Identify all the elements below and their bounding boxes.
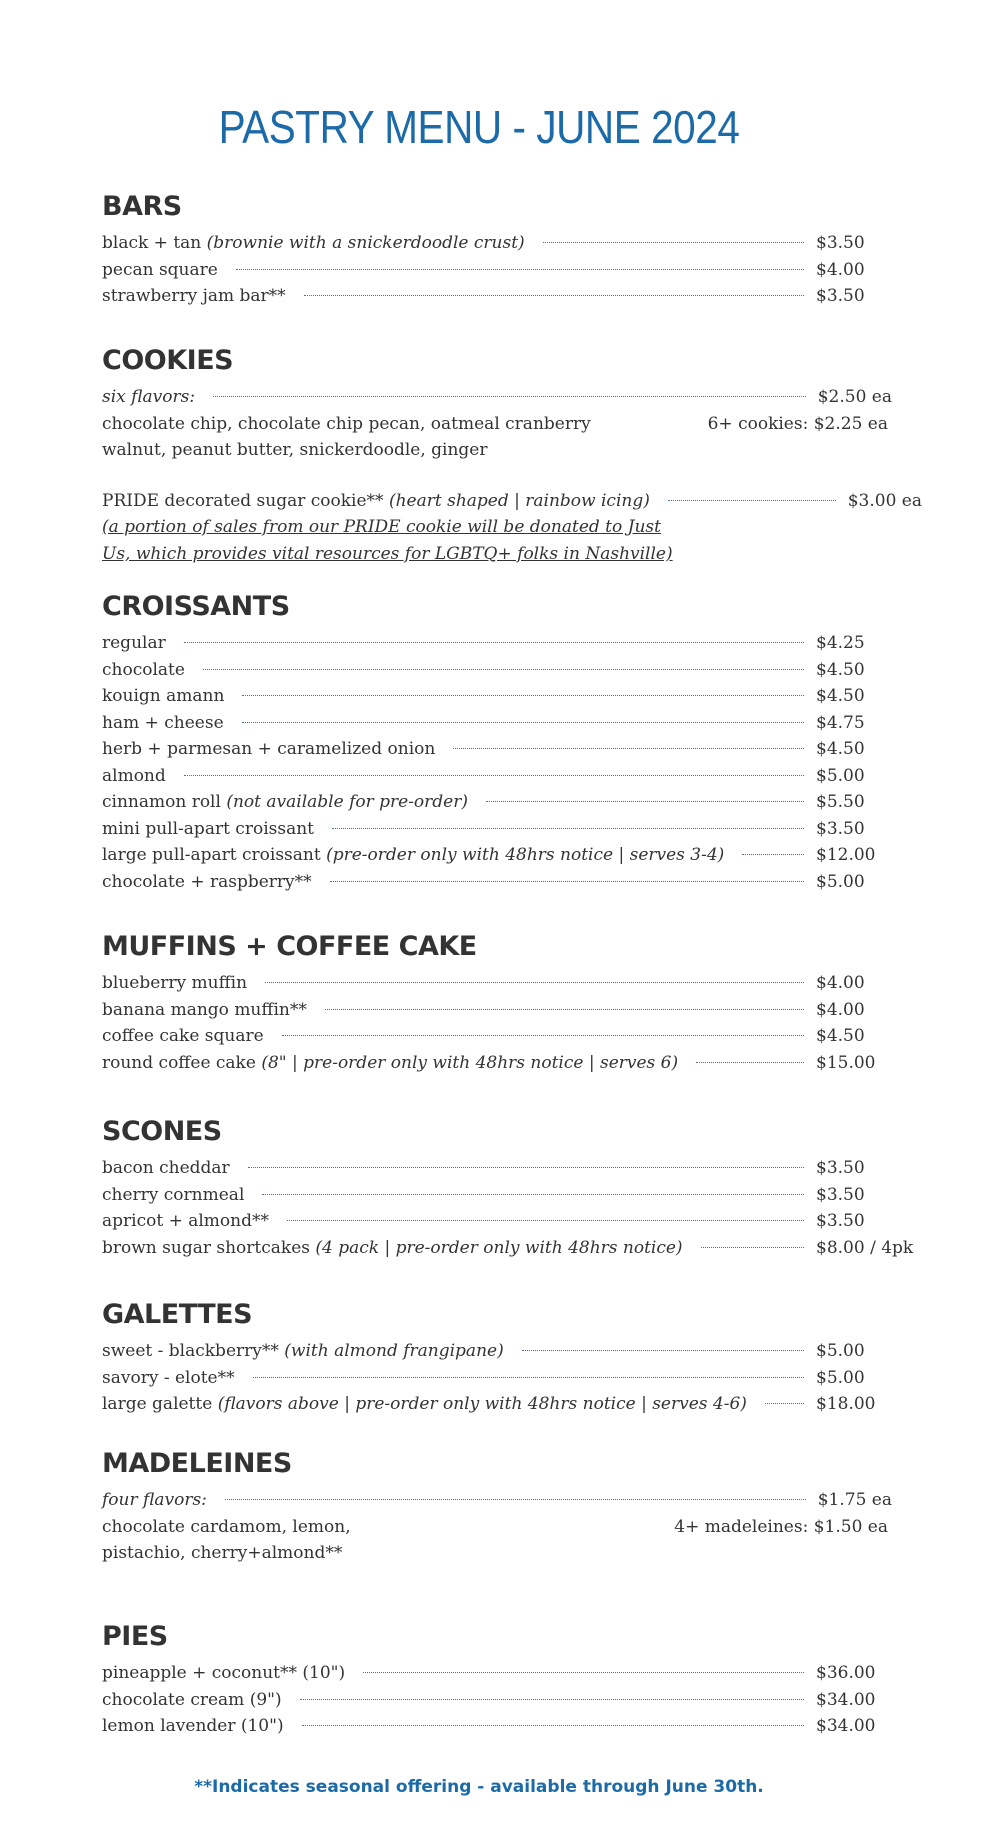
dot-leader: [213, 396, 806, 397]
item-price: $3.00 ea: [847, 490, 922, 511]
item-name-text: chocolate + raspberry**: [102, 871, 312, 892]
dot-leader: [184, 642, 804, 643]
menu-item: [102, 1023, 892, 1050]
item-name-text: blueberry muffin: [102, 973, 248, 993]
item-name: [102, 816, 314, 842]
item-name-text: cinnamon roll: [102, 792, 227, 812]
menu-item: [102, 1208, 892, 1235]
item-note: (flavors above | pre-order only with 48hrs notice | serves 4-6): [217, 1394, 747, 1414]
section-cookies: [102, 344, 922, 568]
item-name: [102, 1687, 282, 1713]
dot-leader: [363, 1672, 804, 1673]
flavor-line: [102, 437, 892, 464]
menu-item: [102, 1050, 892, 1077]
flavor-text: walnut, peanut butter, snickerdoodle, ginger: [102, 440, 488, 460]
item-name-text: pineapple + coconut** (10"): [102, 1663, 346, 1683]
menu-item: [102, 869, 892, 896]
section-heading: PIES: [102, 1621, 168, 1652]
item-name-text: PRIDE decorated sugar cookie**: [102, 490, 389, 511]
dot-leader: [203, 669, 804, 670]
item-name-text: banana mango muffin**: [102, 999, 307, 1020]
item-name: [102, 997, 307, 1023]
dot-leader: [486, 801, 804, 802]
menu-item: [102, 1235, 914, 1262]
item-name-text: coffee cake square: [102, 1026, 264, 1046]
item-name-text: lemon lavender (10"): [102, 1716, 284, 1736]
item-list: [102, 1338, 892, 1418]
item-name-text: regular: [102, 633, 166, 653]
menu-item: [102, 384, 892, 411]
menu-item: [102, 1391, 892, 1418]
dot-leader: [287, 1220, 804, 1221]
item-name-text: round coffee cake: [102, 1052, 262, 1073]
item-price: $3.50: [816, 233, 865, 253]
section-heading: GALETTES: [102, 1299, 253, 1330]
item-note: (8" | pre-order only with 48hrs notice | serves 6): [261, 1052, 679, 1073]
item-price: $34.00: [816, 1689, 876, 1710]
item-price: $3.50: [816, 286, 865, 306]
section-scones: [102, 1115, 914, 1261]
section-bars: [102, 190, 892, 310]
dot-leader: [282, 1035, 804, 1036]
item-price: $4.50: [816, 686, 865, 706]
menu-item: [102, 1155, 892, 1182]
item-name: six flavors:: [102, 387, 196, 407]
item-name: [102, 1338, 504, 1364]
item-price: $3.50: [816, 818, 865, 839]
item-price: $5.00: [816, 1367, 865, 1388]
item-price: $4.75: [816, 712, 865, 733]
dot-leader: [242, 722, 804, 723]
item-price: $12.00: [816, 845, 876, 865]
item-name-text: large pull-apart croissant: [102, 845, 327, 865]
item-name: [102, 1182, 244, 1208]
item-price: $4.00: [816, 973, 865, 993]
item-name-text: savory - elote**: [102, 1367, 235, 1388]
flavor-text: chocolate chip, chocolate chip pecan, oatmeal cranberry: [102, 413, 591, 434]
bulk-price: 4+ madeleines: $1.50 ea: [674, 1516, 888, 1537]
item-price: $8.00 / 4pk: [816, 1237, 914, 1258]
dot-leader: [225, 1499, 806, 1500]
menu-item: [102, 488, 922, 515]
dot-leader: [248, 1167, 804, 1168]
menu-item: [102, 842, 892, 869]
item-name: [102, 488, 650, 514]
item-name: [102, 736, 435, 762]
item-name: [102, 1023, 264, 1049]
dot-leader: [453, 748, 804, 749]
item-name: [102, 1235, 683, 1261]
section-heading: CROISSANTS: [102, 591, 290, 622]
menu-item: [102, 1365, 892, 1392]
item-name: [102, 1660, 345, 1686]
item-note: (brownie with a snickerdoodle crust): [206, 233, 525, 253]
item-name-text: kouign amann: [102, 686, 225, 706]
item-name-text: bacon cheddar: [102, 1158, 230, 1178]
menu-item: [102, 789, 892, 816]
dot-leader: [522, 1350, 804, 1351]
item-price: $5.50: [816, 792, 865, 812]
item-name: [102, 1365, 235, 1391]
section-heading: SCONES: [102, 1116, 222, 1147]
item-name: four flavors:: [102, 1490, 207, 1510]
item-name: [102, 630, 166, 656]
item-list: [102, 970, 892, 1076]
section-heading: MUFFINS + COFFEE CAKE: [102, 931, 477, 962]
item-price: $4.00: [816, 999, 865, 1020]
flavor-text: chocolate cardamom, lemon,: [102, 1516, 351, 1537]
dot-leader: [242, 695, 804, 696]
item-name: [102, 283, 286, 309]
dot-leader: [265, 982, 804, 983]
menu-item: [102, 1182, 892, 1209]
item-name: [102, 710, 224, 736]
section-muffins: [102, 930, 892, 1076]
item-name: [102, 869, 312, 895]
section-croissants: [102, 590, 892, 895]
menu-item: [102, 1338, 892, 1365]
item-name-text: ham + cheese: [102, 712, 224, 733]
item-name-text: sweet - blackberry**: [102, 1341, 285, 1361]
item-price: $4.00: [816, 259, 865, 280]
section-heading: BARS: [102, 191, 182, 222]
menu-item: [102, 763, 892, 790]
item-name-text: strawberry jam bar**: [102, 286, 286, 306]
item-price: $4.25: [816, 633, 865, 653]
donation-note: (a portion of sales from our PRIDE cookie will be donated to Just: [102, 517, 661, 537]
item-price: $4.50: [816, 1026, 865, 1046]
section-heading: COOKIES: [102, 345, 234, 376]
item-note: (with almond frangipane): [284, 1341, 504, 1361]
item-note: (4 pack | pre-order only with 48hrs notice): [315, 1237, 683, 1258]
item-name-text: apricot + almond**: [102, 1211, 269, 1231]
item-name: [102, 763, 166, 789]
item-name: [102, 1050, 678, 1076]
menu-item: [102, 997, 892, 1024]
dot-leader: [332, 828, 804, 829]
item-price: $4.50: [816, 739, 865, 759]
item-note: (pre-order only with 48hrs notice | serves 3-4): [326, 845, 725, 865]
item-name-text: large galette: [102, 1394, 218, 1414]
item-price: $18.00: [816, 1394, 876, 1414]
menu-item: [102, 1487, 892, 1514]
item-name: [102, 1208, 269, 1234]
item-name-text: almond: [102, 765, 166, 786]
item-name-text: mini pull-apart croissant: [102, 818, 314, 839]
dot-leader: [184, 775, 804, 776]
dot-leader: [302, 1725, 804, 1726]
flavor-line: [102, 1514, 892, 1541]
dot-leader: [330, 881, 804, 882]
seasonal-footnote: **Indicates seasonal offering - available through June 30th.: [194, 1777, 764, 1797]
flavor-line: [102, 411, 892, 438]
dot-leader: [325, 1009, 804, 1010]
flavor-text: pistachio, cherry+almond**: [102, 1543, 343, 1563]
item-price: $2.50 ea: [817, 387, 892, 407]
item-list: [102, 630, 892, 895]
dot-leader: [300, 1699, 804, 1700]
menu-title: PASTRY MENU - JUNE 2024: [218, 101, 740, 153]
item-note: (not available for pre-order): [226, 792, 468, 812]
item-price: $5.00: [816, 871, 865, 892]
item-price: $3.50: [816, 1184, 865, 1205]
dot-leader: [701, 1247, 804, 1248]
menu-item: [102, 630, 892, 657]
item-price: $34.00: [816, 1716, 876, 1736]
item-name: [102, 657, 185, 683]
item-price: $36.00: [816, 1663, 876, 1683]
item-name-text: pecan square: [102, 259, 218, 280]
item-list: [102, 1155, 914, 1261]
item-name-text: herb + parmesan + caramelized onion: [102, 739, 436, 759]
item-name: [102, 683, 224, 709]
item-price: $5.00: [816, 1341, 865, 1361]
item-price: $15.00: [816, 1052, 876, 1073]
dot-leader: [236, 269, 804, 270]
item-name-text: cherry cornmeal: [102, 1184, 245, 1205]
dot-leader: [668, 500, 836, 501]
item-price: $4.50: [816, 659, 865, 680]
item-name: [102, 789, 468, 815]
menu-item: [102, 1687, 892, 1714]
menu-item: [102, 816, 892, 843]
dot-leader: [262, 1194, 804, 1195]
item-price: $3.50: [816, 1211, 865, 1231]
item-name: [102, 842, 724, 868]
dot-leader: [253, 1377, 804, 1378]
item-price: $1.75 ea: [817, 1490, 892, 1510]
item-price: $5.00: [816, 765, 865, 786]
menu-item: [102, 1713, 892, 1740]
menu-item: [102, 970, 892, 997]
menu-item: [102, 283, 892, 310]
menu-item: [102, 710, 892, 737]
item-note: (heart shaped | rainbow icing): [388, 490, 650, 511]
item-name: [102, 257, 218, 283]
section-galettes: [102, 1298, 892, 1418]
item-list: [102, 1660, 892, 1740]
item-name: [102, 1155, 230, 1181]
dot-leader: [742, 854, 804, 855]
menu-item: [102, 683, 892, 710]
dot-leader: [543, 242, 804, 243]
section-madeleines: [102, 1447, 892, 1567]
dot-leader: [765, 1403, 804, 1404]
menu-item: [102, 657, 892, 684]
item-name-text: chocolate: [102, 659, 185, 680]
dot-leader: [696, 1062, 804, 1063]
item-price: $3.50: [816, 1158, 865, 1178]
item-name: [102, 1391, 747, 1417]
menu-item: [102, 736, 892, 763]
bulk-price: 6+ cookies: $2.25 ea: [707, 413, 888, 434]
item-name: [102, 230, 525, 256]
item-name-text: brown sugar shortcakes: [102, 1237, 316, 1258]
section-heading: MADELEINES: [102, 1448, 292, 1479]
donation-note: Us, which provides vital resources for LGBTQ+ folks in Nashville): [102, 544, 673, 564]
flavor-line: [102, 1540, 892, 1567]
menu-item: [102, 1660, 892, 1687]
item-list: [102, 230, 892, 310]
item-name: [102, 970, 247, 996]
menu-item: [102, 257, 892, 284]
item-name-text: chocolate cream (9"): [102, 1689, 282, 1710]
item-name-text: black + tan: [102, 233, 207, 253]
item-name: [102, 1713, 284, 1739]
section-pies: [102, 1620, 892, 1740]
dot-leader: [304, 295, 804, 296]
menu-item: [102, 230, 892, 257]
